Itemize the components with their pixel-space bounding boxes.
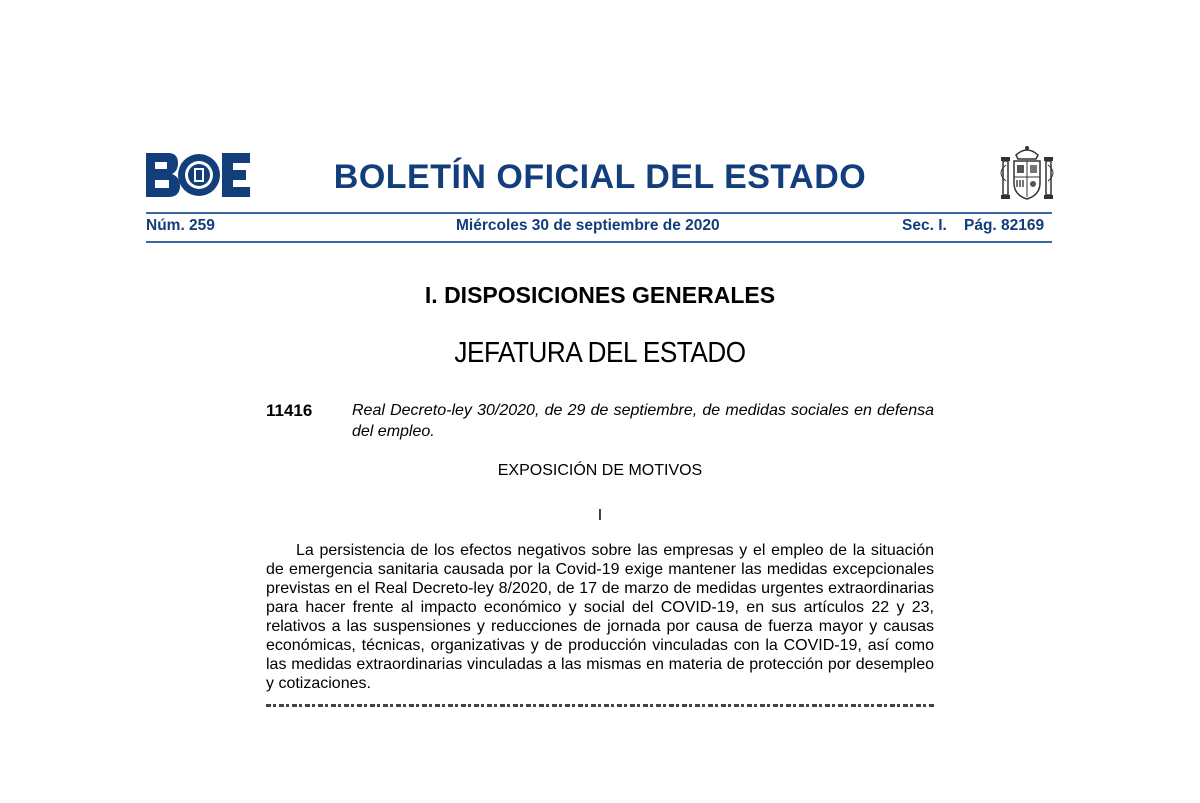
gazette-title: BOLETÍN OFICIAL DEL ESTADO (333, 158, 867, 196)
section-label: Sec. I. (902, 217, 947, 234)
chapter-numeral: I (597, 507, 603, 524)
spain-coat-of-arms-icon (998, 143, 1056, 203)
cropped-next-line (266, 700, 934, 707)
body-paragraph: La persistencia de los efectos negativos sobre las empresas y el empleo de la situación de emergencia sanitaria causada por la Covid-19 exige mantener las medidas excepcionales previstas en el Real Decreto-ley 8/2020, de 17 de marzo de medidas urgentes extraordinarias para hacer frente al impacto económico y social del COVID-19, en sus artículos 22 y 23, relativos a las suspensiones y reducciones de jornada por causa de fuerza mayor y causas económicas, técnicas, organizativas y de producción vinculadas con la COVID-19, así como las medidas extraordinarias vinculadas a las mismas en materia de protección por desempleo y cotizaciones. (266, 542, 934, 692)
section-title: I. DISPOSICIONES GENERALES (424, 282, 776, 308)
boe-logo-icon (146, 153, 250, 197)
header-rule-bottom (146, 241, 1052, 243)
header-rule-top (146, 212, 1052, 214)
issuing-authority: JEFATURA DEL ESTADO (454, 337, 746, 369)
page-number: Pág. 82169 (964, 217, 1045, 234)
disposition-title: Real Decreto-ley 30/2020, de 29 de septiembre, de medidas sociales en defensa del empleo. (352, 402, 934, 440)
disposition-number: 11416 (266, 401, 313, 420)
exposition-heading: EXPOSICIÓN DE MOTIVOS (497, 462, 703, 479)
issue-number: Núm. 259 (146, 217, 215, 234)
issue-date: Miércoles 30 de septiembre de 2020 (456, 217, 720, 234)
